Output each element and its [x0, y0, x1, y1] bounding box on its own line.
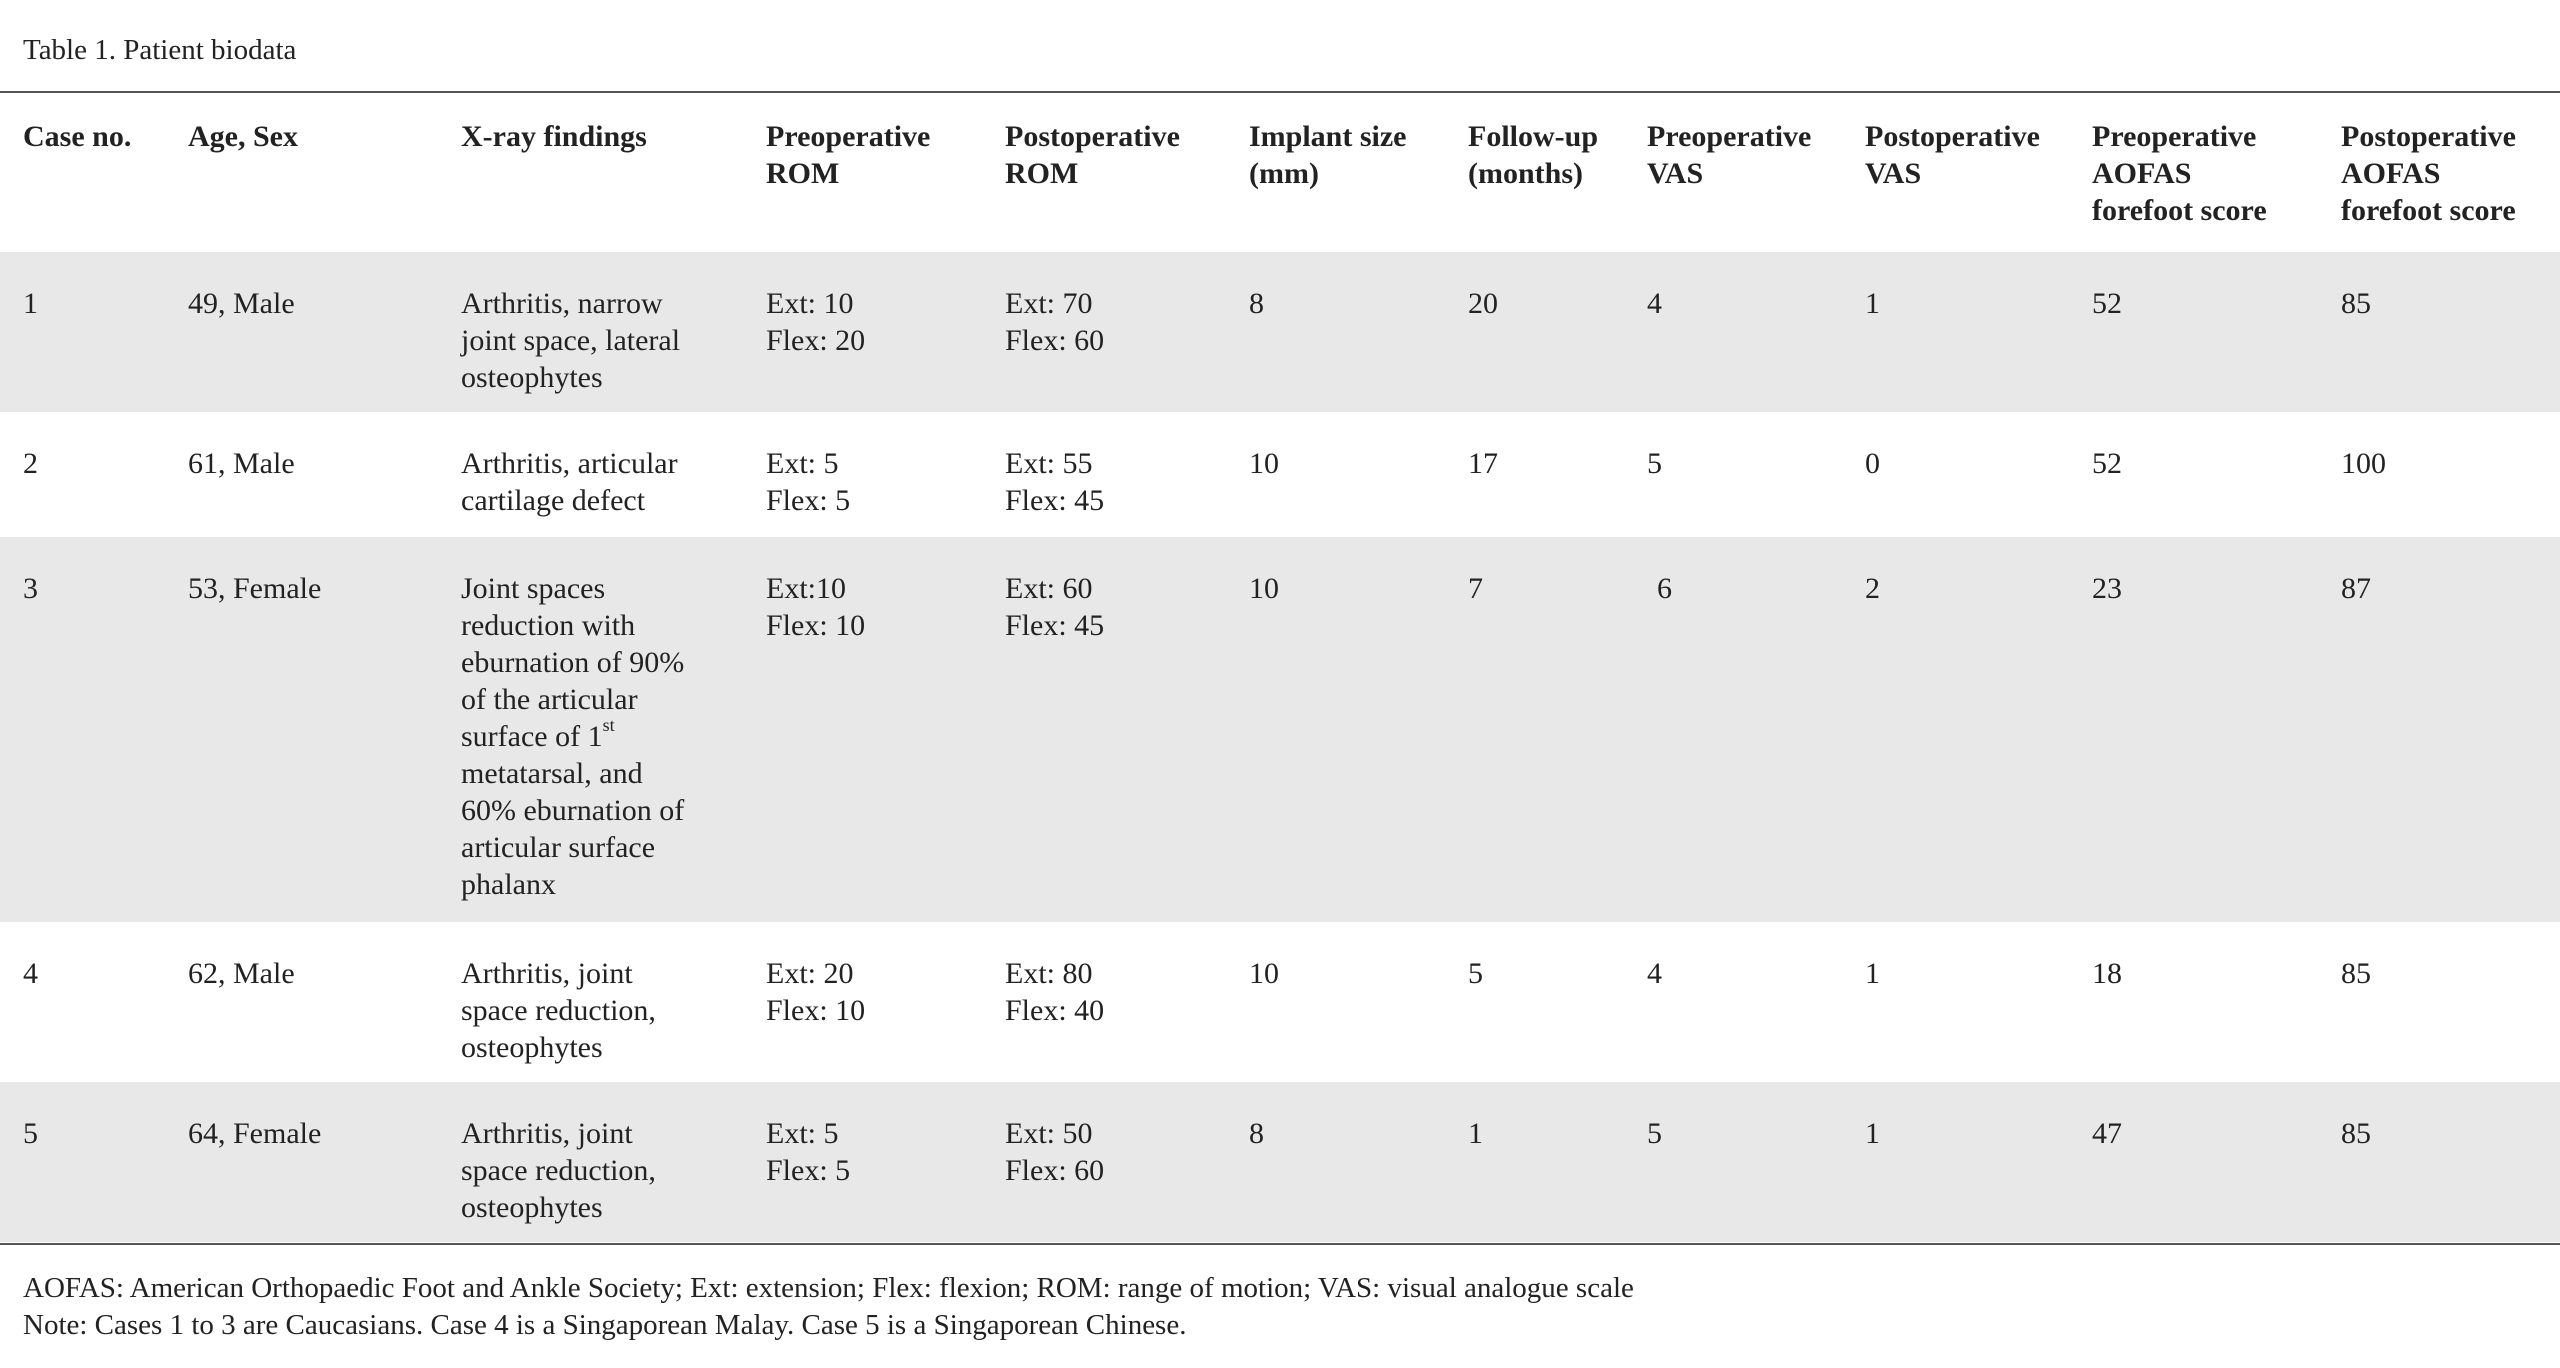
cell-postoperative-vas: 0	[1842, 412, 2069, 537]
cell-implant-size: 8	[1226, 252, 1445, 412]
cell-preoperative-rom: Ext: 20 Flex: 10	[743, 922, 982, 1082]
superscript-st: st	[602, 715, 615, 735]
cell-postoperative-aofas: 100	[2318, 412, 2560, 537]
cell-postoperative-rom: Ext: 60 Flex: 45	[982, 537, 1226, 922]
cell-postoperative-vas: 1	[1842, 1082, 2069, 1242]
cell-postoperative-vas: 2	[1842, 537, 2069, 922]
cell-postoperative-vas: 1	[1842, 252, 2069, 412]
patient-biodata-table	[0, 93, 2560, 1242]
cell-preoperative-aofas: 52	[2069, 252, 2318, 412]
table-row	[0, 252, 2560, 412]
cell-preoperative-vas: 4	[1624, 922, 1842, 1082]
column-header-follow-up: Follow-up (months)	[1468, 120, 1599, 190]
column-header-postoperative-rom: Postoperative ROM	[1005, 120, 1180, 190]
header-row	[0, 93, 2560, 252]
cell-preoperative-aofas: 18	[2069, 922, 2318, 1082]
cell-implant-size: 8	[1226, 1082, 1445, 1242]
cell-postoperative-aofas: 85	[2318, 922, 2560, 1082]
table-footnotes	[23, 1270, 1634, 1344]
cell-preoperative-vas: 6	[1624, 537, 1842, 922]
table-caption: Table 1. Patient biodata	[23, 34, 297, 66]
cell-postoperative-vas: 1	[1842, 922, 2069, 1082]
cell-xray-findings: Arthritis, joint space reduction, osteophytes	[438, 922, 743, 1082]
cell-follow-up: 17	[1445, 412, 1624, 537]
cell-preoperative-rom: Ext: 10 Flex: 20	[743, 252, 982, 412]
cell-postoperative-aofas: 85	[2318, 252, 2560, 412]
column-header-postoperative-aofas: Postoperative AOFAS forefoot score	[2341, 120, 2516, 227]
cell-follow-up: 1	[1445, 1082, 1624, 1242]
cell-case-no: 2	[0, 412, 165, 537]
cell-preoperative-aofas: 52	[2069, 412, 2318, 537]
cell-age-sex: 49, Male	[165, 252, 438, 412]
column-header-preoperative-aofas: Preoperative AOFAS forefoot score	[2092, 120, 2267, 227]
cell-xray-findings: Arthritis, joint space reduction, osteophytes	[438, 1082, 743, 1242]
cell-postoperative-rom: Ext: 70 Flex: 60	[982, 252, 1226, 412]
cell-xray-findings: Joint spaces reduction with eburnation of 90% of the articular surface of 1st metatarsal, and 60% eburnation of articular surface phalanx	[438, 537, 743, 922]
table-row	[0, 1082, 2560, 1242]
cell-implant-size: 10	[1226, 412, 1445, 537]
cell-case-no: 1	[0, 252, 165, 412]
cell-implant-size: 10	[1226, 922, 1445, 1082]
cell-preoperative-aofas: 23	[2069, 537, 2318, 922]
cell-preoperative-vas: 5	[1624, 412, 1842, 537]
table-bottom-rule	[0, 1243, 2560, 1245]
cell-preoperative-rom: Ext:10 Flex: 10	[743, 537, 982, 922]
cell-postoperative-aofas: 87	[2318, 537, 2560, 922]
cell-xray-findings: Arthritis, articular cartilage defect	[438, 412, 743, 537]
column-header-xray-findings: X-ray findings	[461, 120, 647, 153]
column-header-implant-size: Implant size (mm)	[1249, 120, 1407, 190]
cell-implant-size: 10	[1226, 537, 1445, 922]
cell-postoperative-rom: Ext: 80 Flex: 40	[982, 922, 1226, 1082]
cell-age-sex: 61, Male	[165, 412, 438, 537]
table-row	[0, 537, 2560, 922]
cell-follow-up: 7	[1445, 537, 1624, 922]
table-row	[0, 412, 2560, 537]
cell-age-sex: 53, Female	[165, 537, 438, 922]
cell-follow-up: 20	[1445, 252, 1624, 412]
column-header-age-sex: Age, Sex	[188, 120, 298, 153]
cell-preoperative-vas: 4	[1624, 252, 1842, 412]
cell-preoperative-rom: Ext: 5 Flex: 5	[743, 1082, 982, 1242]
cell-preoperative-aofas: 47	[2069, 1082, 2318, 1242]
column-header-postoperative-vas: Postoperative VAS	[1865, 120, 2040, 190]
cell-postoperative-rom: Ext: 50 Flex: 60	[982, 1082, 1226, 1242]
cell-postoperative-rom: Ext: 55 Flex: 45	[982, 412, 1226, 537]
cell-age-sex: 64, Female	[165, 1082, 438, 1242]
cell-age-sex: 62, Male	[165, 922, 438, 1082]
column-header-preoperative-rom: Preoperative ROM	[766, 120, 931, 190]
column-header-case-no: Case no.	[23, 120, 132, 153]
cell-case-no: 3	[0, 537, 165, 922]
column-header-preoperative-vas: Preoperative VAS	[1647, 120, 1812, 190]
table-row	[0, 922, 2560, 1082]
cell-follow-up: 5	[1445, 922, 1624, 1082]
cell-postoperative-aofas: 85	[2318, 1082, 2560, 1242]
cell-case-no: 4	[0, 922, 165, 1082]
abbreviations-footnote: AOFAS: American Orthopaedic Foot and Ankle Society; Ext: extension; Flex: flexion; ROM: range of motion; VAS: visual analogue scale	[23, 1272, 1634, 1304]
cell-preoperative-rom: Ext: 5 Flex: 5	[743, 412, 982, 537]
cell-xray-findings: Arthritis, narrow joint space, lateral osteophytes	[438, 252, 743, 412]
ethnicity-note: Note: Cases 1 to 3 are Caucasians. Case 4 is a Singaporean Malay. Case 5 is a Singaporean Chinese.	[23, 1309, 1187, 1341]
cell-preoperative-vas: 5	[1624, 1082, 1842, 1242]
cell-case-no: 5	[0, 1082, 165, 1242]
